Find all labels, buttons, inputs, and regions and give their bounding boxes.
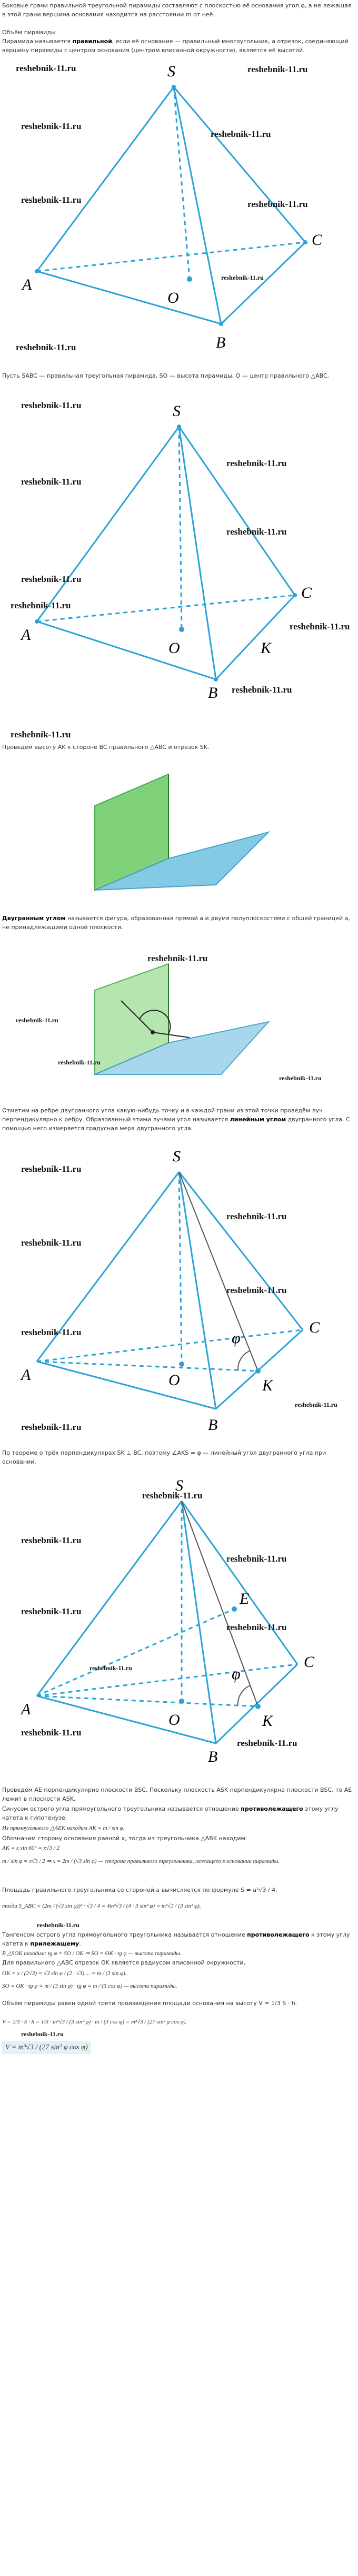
theorem-text: По теореме о трёх перпендикулярах SK ⊥ BC, поэтому ∠AKS = φ — линейный угол двугранного угла при основании. xyxy=(2,1449,326,1465)
figure-pyramid-3 xyxy=(0,1140,358,1435)
vertex-label-b: B xyxy=(208,684,218,700)
def-term: противолежащего xyxy=(247,1931,310,1938)
vertex-label-a: A xyxy=(21,1701,31,1718)
watermark: reshebnik-11.ru xyxy=(21,195,82,205)
figure-pyramid-4 xyxy=(0,1469,358,1764)
definition-dihedral xyxy=(2,914,354,932)
def-term: прилежащему xyxy=(30,1940,79,1947)
formula-text: V = 1/3 · S · h = 1/3 · m²√3 / (3 sin² φ) · m / (3 cos φ) = m³√3 / (27 sin² φ cos φ). xyxy=(2,2019,187,2025)
text-setup xyxy=(2,371,354,380)
def-term: линейным углом xyxy=(230,1116,286,1123)
solution-text: Проведём AE перпендикулярно плоскости BSC. Поскольку плоскость ASK перпендикулярна плоскости BSC, то AE лежит в плоскости ASK. xyxy=(2,1787,352,1802)
watermark: reshebnik-11.ru xyxy=(226,1554,287,1564)
vertex-label-s: S xyxy=(175,1477,183,1494)
watermark: reshebnik-11.ru xyxy=(16,63,76,73)
def-part: , если её основание — правильный многоугольник, а отрезок, соединяющий вершину пирамиды с центром основания (центром вписанной окружности), является её высотой. xyxy=(2,38,349,54)
vertex-label-b: B xyxy=(208,1748,218,1764)
def-part: двугранного угла. С помощью него измеряется градусная мера двугранного угла. xyxy=(2,1116,350,1132)
formula-text: OK = x / (2√3) = √3 sin φ / (2 · √3) ... = m / (3 sin φ). xyxy=(2,1970,127,1977)
definition-regular-pyramid xyxy=(2,37,354,55)
watermark: reshebnik-11.ru xyxy=(279,1074,322,1082)
vertex-label-b: B xyxy=(208,1416,218,1434)
vertex-label-s: S xyxy=(173,1148,181,1165)
watermark: reshebnik-11.ru xyxy=(11,729,71,739)
vertex-label-s: S xyxy=(167,63,175,80)
vertex-label-c: C xyxy=(312,231,323,249)
text-volume-formula xyxy=(2,1999,354,2008)
figure-pyramid-1 xyxy=(0,61,358,371)
center-label-o: O xyxy=(168,639,180,657)
formula-area xyxy=(2,1901,354,1911)
center-label-o: O xyxy=(168,1371,180,1389)
def-part: Отметим на ребре двугранного угла какую-нибудь точку и в каждой грани из этой точки проведём луч перпендикулярно к ребру. Образованный этими лучами угол называется xyxy=(2,1107,323,1123)
watermark: reshebnik-11.ru xyxy=(21,1535,82,1545)
watermark: reshebnik-11.ru xyxy=(221,274,264,281)
problem-statement xyxy=(2,1,354,19)
center-label-o: O xyxy=(167,289,179,307)
watermark: reshebnik-11.ru xyxy=(16,342,76,352)
watermark: reshebnik-11.ru xyxy=(247,64,308,74)
answer-text: V = m³√3 / (27 sin² φ cos φ) xyxy=(5,2044,88,2051)
watermark: reshebnik-11.ru xyxy=(237,1738,297,1748)
text-three-perpendiculars xyxy=(2,1448,354,1466)
altitude-text: Проведём высоту AK к стороне BC правильного △ABC и отрезок SK. xyxy=(2,744,210,751)
def-term: правильной xyxy=(72,38,112,45)
watermark: reshebnik-11.ru xyxy=(226,1285,287,1295)
def-part: Пирамида называется xyxy=(2,38,73,45)
formula-volume xyxy=(2,2017,354,2027)
vertex-label-a: A xyxy=(21,626,31,644)
watermark: reshebnik-11.ru xyxy=(226,458,287,468)
solution-text: Объём пирамиды равен одной трети произведения площади основания на высоту V = 1/3 S · h. xyxy=(2,2000,297,2007)
figure-dihedral-1 xyxy=(0,753,358,906)
formula-text: Из прямоугольного △AEK находим AK = m / sin φ. xyxy=(2,1825,125,1831)
watermark: reshebnik-11.ru xyxy=(21,400,82,410)
solution-text: Для правильного △ABC отрезок OK является радиусом вписанной окружности, xyxy=(2,1959,246,1966)
watermark: reshebnik-11.ru xyxy=(226,1211,287,1221)
watermark: reshebnik-11.ru xyxy=(21,1606,82,1616)
watermark: reshebnik-11.ru xyxy=(290,621,350,631)
vertex-label-b: B xyxy=(216,334,226,351)
watermark: reshebnik-11.ru xyxy=(21,1164,82,1174)
watermark: reshebnik-11.ru xyxy=(211,129,271,139)
watermark: reshebnik-11.ru xyxy=(247,199,308,209)
text-altitude xyxy=(2,743,354,752)
watermark: reshebnik-11.ru xyxy=(58,1059,101,1066)
setup-text: Пусть SABC — правильная треугольная пирамида, SO — высота пирамиды, O — центр правильного △ABC. xyxy=(2,372,330,379)
watermark: reshebnik-11.ru xyxy=(147,953,208,963)
watermark: reshebnik-11.ru xyxy=(90,1664,132,1672)
def-part: к этому углу катета к xyxy=(2,1931,350,1947)
text-side-x xyxy=(2,1834,354,1843)
vertex-label-c: C xyxy=(301,584,312,601)
watermark: reshebnik-11.ru xyxy=(37,1921,79,1929)
formula-text: SO = OK · tg φ = m / (3 sin φ) · tg φ = m / (3 cos φ) — высота пирамиды. xyxy=(2,1983,177,1989)
watermark: reshebnik-11.ru xyxy=(21,1238,82,1248)
formula-text: m / sin φ = x√3 / 2 ⇒ x = 2m / (√3 sin φ) — сторона правильного треугольника, лежащего в основании пирамиды. xyxy=(2,1858,280,1864)
vertex-label-c: C xyxy=(309,1319,320,1336)
point-label-k: K xyxy=(262,1377,273,1394)
solution-text: Площадь правильного треугольника со стороной a вычисляется по формуле S = a²√3 / 4, xyxy=(2,1887,277,1893)
formula-so-final xyxy=(2,1981,354,1991)
vertex-label-c: C xyxy=(304,1653,315,1671)
watermark: reshebnik-11.ru xyxy=(16,1016,58,1024)
watermark: reshebnik-11.ru xyxy=(21,1728,82,1738)
definition-tangent xyxy=(2,1930,354,1948)
formula-text: В △SOK находим: tg φ = SO / OK ⇒ SO = OK · tg φ — высота пирамиды. xyxy=(2,1950,182,1957)
watermark: reshebnik-11.ru xyxy=(21,477,82,487)
question-text xyxy=(2,28,354,37)
formula-x xyxy=(2,1857,354,1866)
watermark: reshebnik-11.ru xyxy=(226,527,287,537)
def-part: . xyxy=(79,1940,81,1947)
definition-sine xyxy=(2,1804,354,1822)
figure-pyramid-2 xyxy=(0,390,358,700)
formula-so xyxy=(2,1949,354,1958)
watermark: reshebnik-11.ru xyxy=(142,1491,203,1501)
formula-ok xyxy=(2,1969,354,1978)
text-incircle xyxy=(2,1958,354,1967)
formula-ak-x xyxy=(2,1843,354,1853)
vertex-label-s: S xyxy=(173,402,181,420)
watermark: reshebnik-11.ru xyxy=(21,2030,64,2038)
def-term: противолежащего xyxy=(241,1805,303,1812)
watermark: reshebnik-11.ru xyxy=(226,1622,287,1632)
point-label-k: K xyxy=(262,1712,273,1730)
problem-text: Боковые грани правильной треугольной пирамиды составляют с плоскостью её основания угол φ, а не лежащая в этой грани вершина основания находится на расстоянии m от неё. xyxy=(2,2,352,18)
formula-ak xyxy=(2,1823,354,1833)
definition-linear-angle xyxy=(2,1106,354,1133)
def-term: Двугранным углом xyxy=(2,915,66,922)
text-ae-plane xyxy=(2,1785,354,1803)
watermark: reshebnik-11.ru xyxy=(21,1327,82,1337)
def-part: Тангенсом острого угла прямоугольного треугольника называется отношение xyxy=(2,1931,247,1938)
text-area-formula xyxy=(2,1886,354,1894)
answer-box xyxy=(2,2041,91,2054)
watermark: reshebnik-11.ru xyxy=(21,121,82,131)
formula-text: тогда S_ABC = (2m / (√3 sin φ))² · √3 / 4 = 4m²√3 / (4 · 3 sin² φ) = m²√3 / (3 sin² φ). xyxy=(2,1903,201,1909)
formula-text: AK = x sin 60° = x√3 / 2 xyxy=(2,1845,59,1851)
point-label-e: E xyxy=(240,1590,250,1607)
point-label-k: K xyxy=(261,639,272,657)
watermark: reshebnik-11.ru xyxy=(21,1422,82,1432)
center-label-o: O xyxy=(168,1711,180,1729)
watermark: reshebnik-11.ru xyxy=(295,1401,337,1408)
vertex-label-a: A xyxy=(22,276,32,293)
angle-label-phi: φ xyxy=(232,1665,241,1683)
question-label: Объём пирамиды xyxy=(2,29,56,36)
solution-text: Обозначим сторону основания равной x, тогда из треугольника △ABK находим: xyxy=(2,1835,247,1842)
vertex-label-a: A xyxy=(21,1366,31,1384)
def-part: этому углу катета к гипотенузе. xyxy=(2,1805,339,1821)
watermark: reshebnik-11.ru xyxy=(232,685,292,695)
watermark: reshebnik-11.ru xyxy=(11,600,71,610)
angle-label-phi: φ xyxy=(232,1329,241,1347)
def-part: называется фигура, образованная прямой a и двумя полуплоскостями с общей границей a, не принадлежащими одной плоскости. xyxy=(2,915,350,931)
def-part: Синусом острого угла прямоугольного треугольника называется отношение xyxy=(2,1805,241,1812)
watermark: reshebnik-11.ru xyxy=(21,574,82,584)
